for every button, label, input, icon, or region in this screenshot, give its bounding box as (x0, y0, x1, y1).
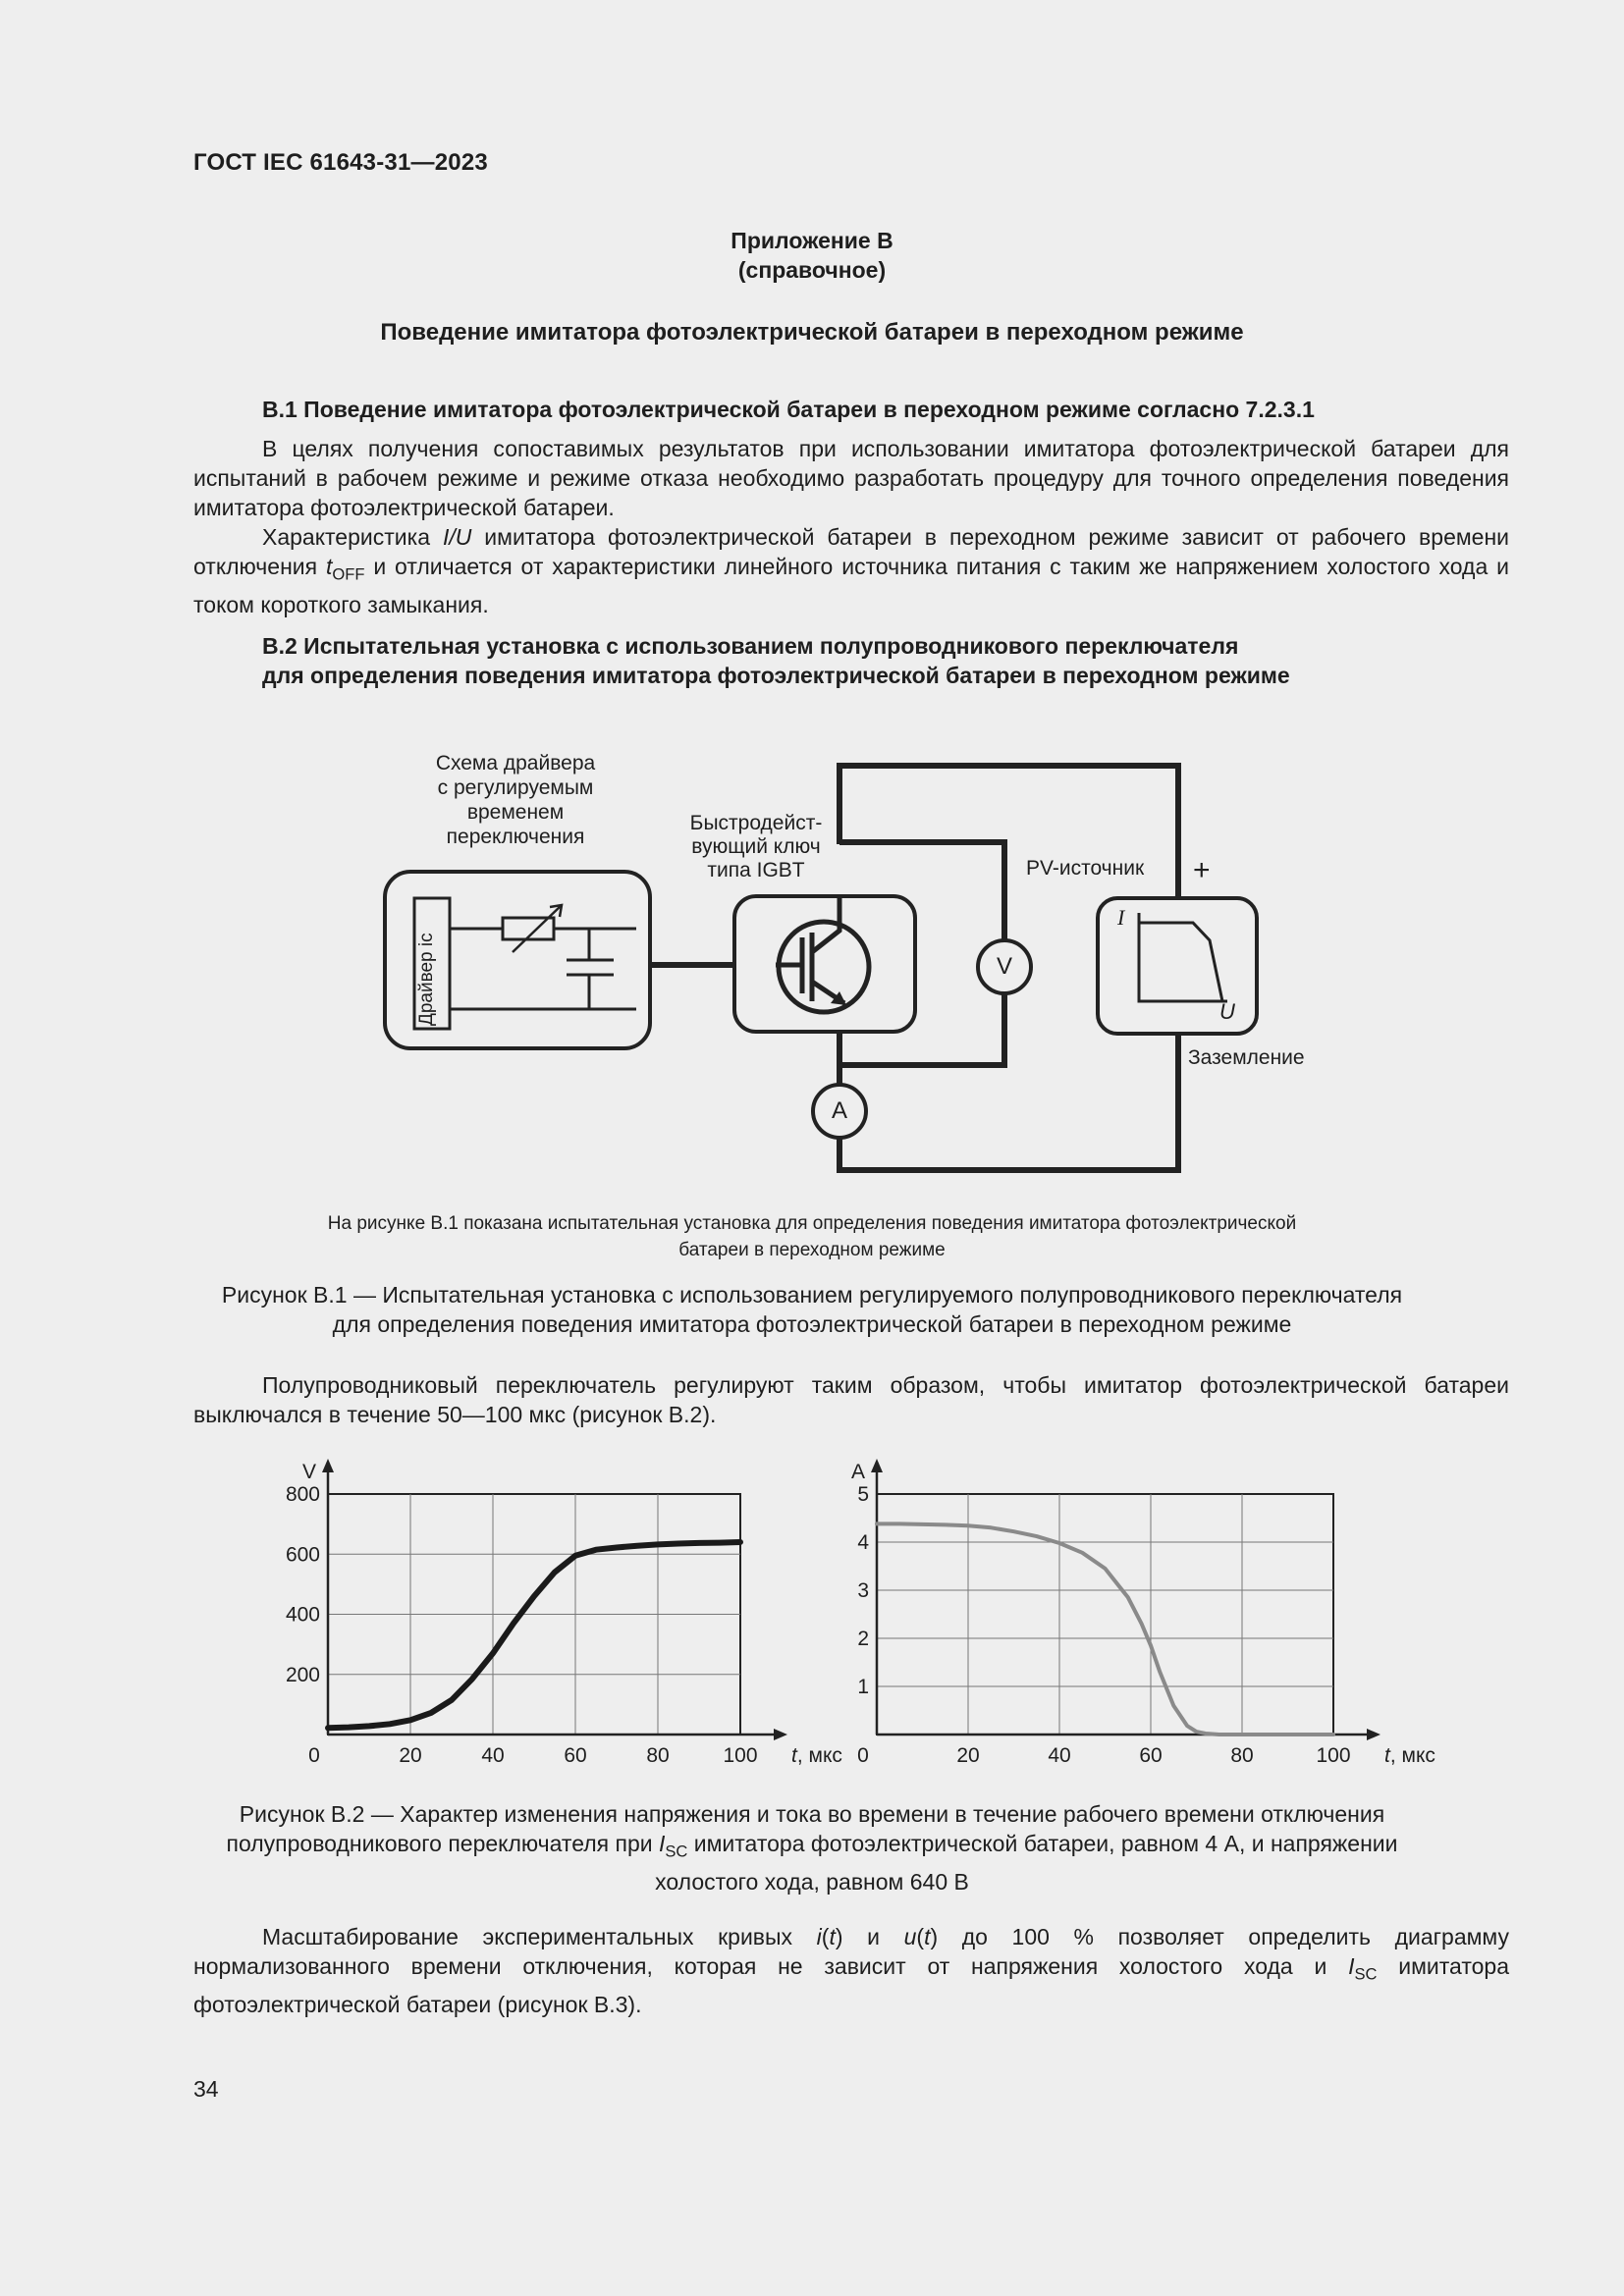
y-axis-arrow (871, 1459, 883, 1472)
section-b2-heading: В.2 Испытательная установка с использованием полупроводникового переключателя для определения поведения имитатора фотоэлектрической батареи в переходном режиме (262, 633, 1290, 688)
x-axis-arrow (774, 1729, 787, 1740)
x-tick-label: 100 (1316, 1744, 1351, 1767)
driver-ic-label: Драйвер ic (416, 933, 437, 1026)
y-tick-label: 200 (285, 1663, 320, 1686)
x-tick-label: 20 (956, 1744, 980, 1767)
iv-i-label: I (1117, 905, 1125, 930)
x-tick-label: 0 (857, 1744, 869, 1767)
page-number: 34 (193, 2076, 219, 2102)
y-tick-label: 2 (857, 1628, 869, 1650)
series-line (328, 1542, 740, 1728)
x-tick-label: 60 (564, 1744, 587, 1767)
annex-label: Приложение В (731, 228, 893, 253)
y-tick-label: 600 (285, 1543, 320, 1567)
figure-b2-caption: Рисунок В.2 — Характер изменения напряжения и тока во времени в течение рабочего времени отключения полупроводникового переключателя при $I_{SC}$ имитатора фотоэлектрической батареи, равном 4 А, и напряжении холостого хода, равном 640 В (226, 1801, 1398, 1895)
x-tick-label: 40 (481, 1744, 505, 1767)
igbt-label: Быстродейст- вующий ключ типа IGBT (689, 812, 823, 881)
ammeter-label: A (831, 1097, 847, 1124)
document-header: ГОСТ IEC 61643-31—2023 (193, 149, 488, 176)
x-tick-label: 40 (1048, 1744, 1071, 1767)
x-axis-label: t, мкс (791, 1744, 842, 1767)
current-chart (851, 1459, 1435, 1767)
driver-label: Схема драйвера с регулируемым временем переключения (435, 752, 596, 848)
figure-b1-caption: Рисунок В.1 — Испытательная установка с использованием регулируемого полупроводникового переключателя для определения поведения имитатора фотоэлектрической батареи в переходном режиме (221, 1282, 1403, 1337)
paragraph-scaling: Масштабирование экспериментальных кривых i(t) и u(t) до 100 % позволяет определить диаграмму нормализованного времени отключения, которая не зависит от напряжения холостого хода и $I_{SC}$ имитатора фотоэлектрической батареи (рисунок В.3). (193, 1924, 1510, 2017)
driver-internal-circuit (450, 905, 636, 1009)
section-b1-paragraph-2: Характеристика I/U имитатора фотоэлектрической батареи в переходном режиме зависит от рабочего времени отключения $t_{OFF}$ и отличается от характеристики линейного источника питания с таким же напряжением холостого хода и током короткого замыкания. (193, 524, 1510, 617)
figure-b2-charts (0, 1443, 1624, 1767)
paragraph-switch-regulation: Полупроводниковый переключатель регулируют таким образом, чтобы имитатор фотоэлектрической батареи выключался в течение 50—100 мкс (рисунок В.2). (193, 1372, 1509, 1427)
y-tick-label: 4 (857, 1531, 869, 1554)
x-axis-arrow (1367, 1729, 1380, 1740)
plot-frame (877, 1494, 1333, 1735)
ground-label: Заземление (1188, 1046, 1305, 1069)
y-tick-label: 5 (857, 1483, 869, 1506)
y-axis-label: A (850, 1461, 865, 1483)
plus-sign: + (1193, 854, 1211, 886)
x-axis-label: t, мкс (1384, 1744, 1435, 1767)
annex-heading: Поведение имитатора фотоэлектрической батареи в переходном режиме (380, 319, 1244, 346)
x-tick-label: 100 (723, 1744, 758, 1767)
y-axis-label: V (301, 1461, 316, 1483)
y-axis-arrow (322, 1459, 334, 1472)
pv-source-label: PV-источник (1026, 857, 1145, 880)
x-tick-label: 60 (1139, 1744, 1163, 1767)
figure-b1-note: На рисунке В.1 показана испытательная установка для определения поведения имитатора фотоэлектрической батареи в переходном режиме (327, 1213, 1297, 1260)
y-tick-label: 800 (285, 1483, 320, 1506)
x-tick-label: 20 (399, 1744, 422, 1767)
y-tick-label: 3 (857, 1579, 869, 1602)
section-b1-heading: В.1 Поведение имитатора фотоэлектрической батареи в переходном режиме согласно 7.2.3.1 (262, 397, 1315, 422)
x-tick-label: 80 (1230, 1744, 1254, 1767)
y-tick-label: 1 (857, 1676, 869, 1698)
y-tick-label: 400 (285, 1603, 320, 1627)
voltmeter-label: V (996, 953, 1012, 980)
section-b1-paragraph-1: В целях получения сопоставимых результатов при использовании имитатора фотоэлектрической батареи для испытаний в рабочем режиме и режиме отказа необходимо разработать процедуру для точного определения поведения имитатора фотоэлектрической батареи. (193, 436, 1509, 520)
x-tick-label: 0 (308, 1744, 320, 1767)
x-tick-label: 80 (646, 1744, 670, 1767)
voltage-chart (286, 1459, 842, 1767)
series-line (877, 1523, 1333, 1735)
annex-type: (справочное) (737, 257, 887, 283)
iv-u-label: U (1219, 999, 1235, 1024)
